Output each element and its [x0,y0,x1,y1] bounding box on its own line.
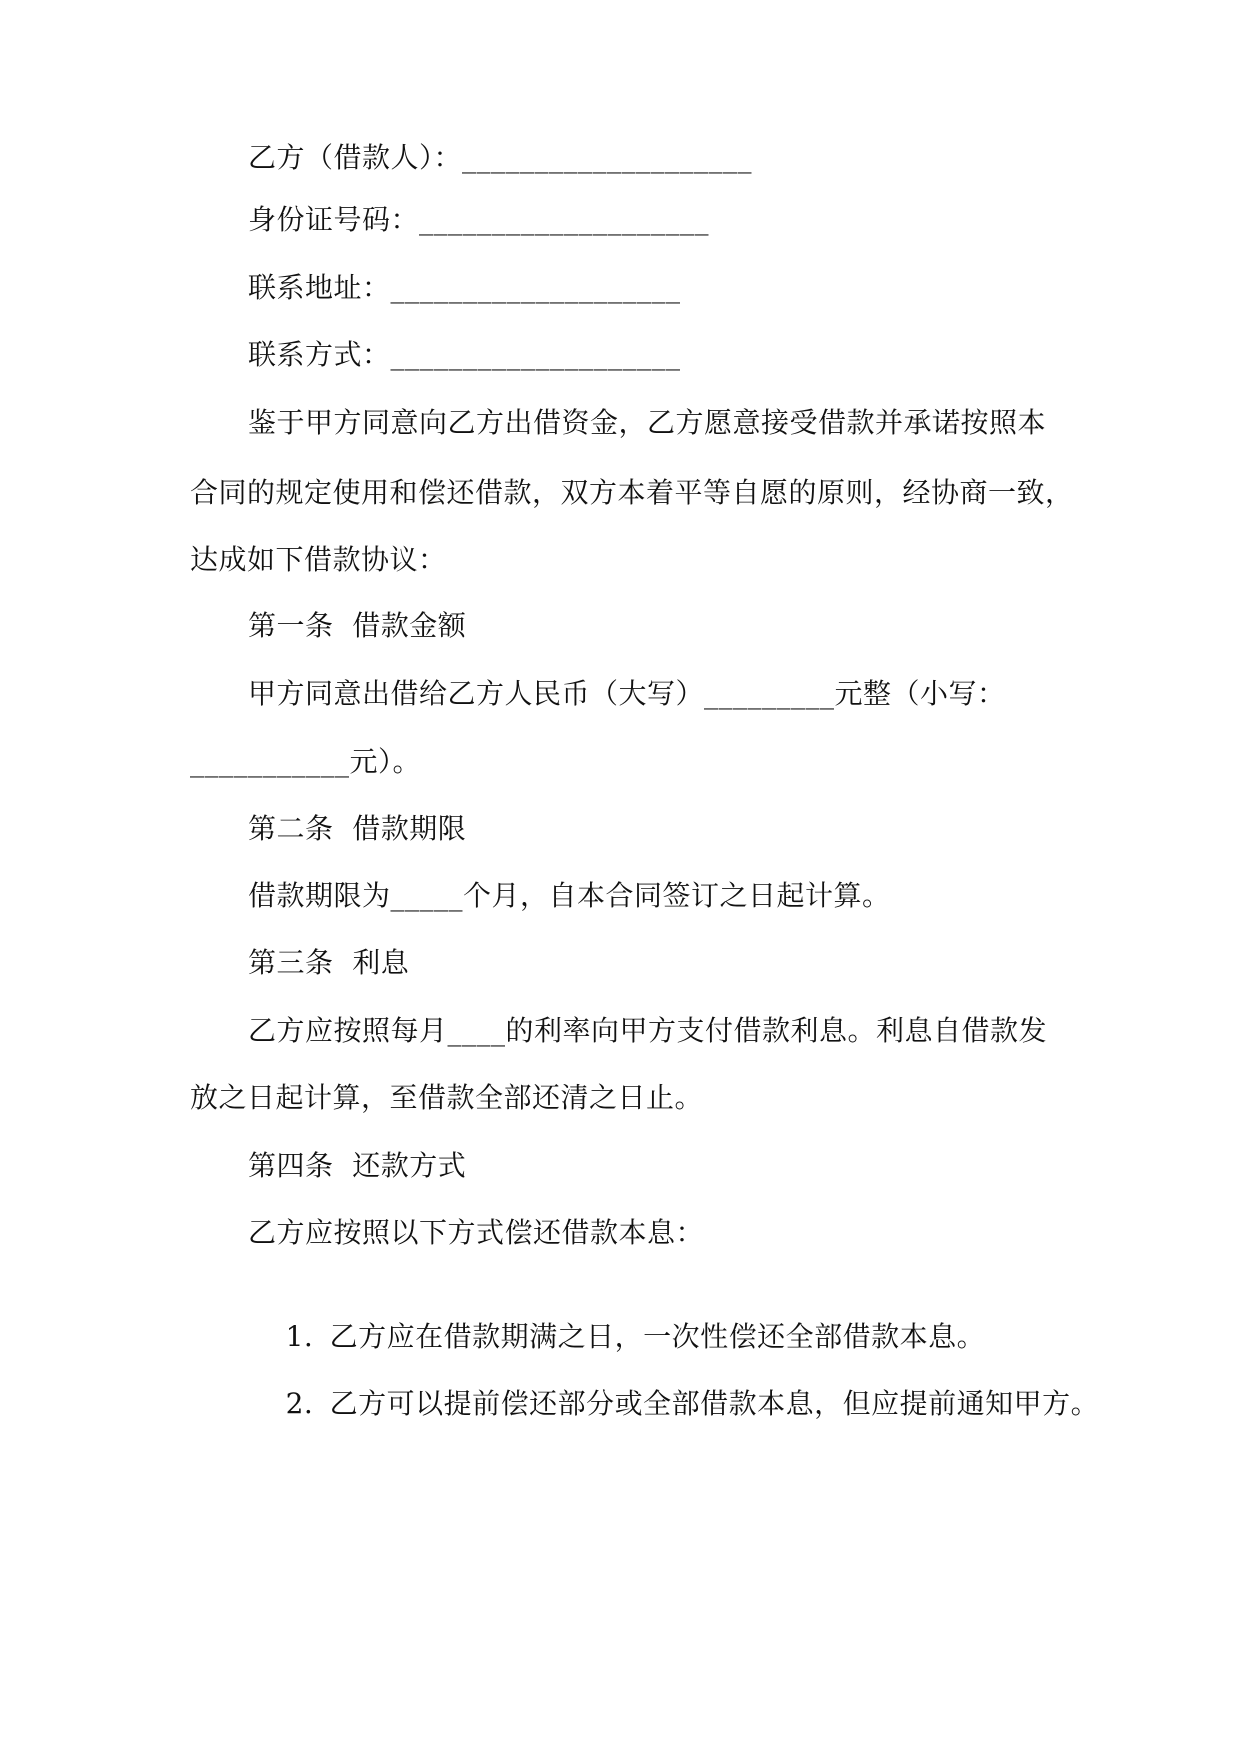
preamble-line-1: 鉴于甲方同意向乙方出借资金，乙方愿意接受借款并承诺按照本 [248,406,1047,439]
contact-field-line: 联系方式：____________________ [248,338,681,371]
article-3-heading: 第三条 利息 [248,946,410,979]
article-2-heading: 第二条 借款期限 [248,812,467,845]
article-4-heading: 第四条 还款方式 [248,1149,467,1182]
article-3-body-line-1: 乙方应按照每月____的利率向甲方支付借款利息。利息自借款发 [248,1014,1048,1047]
list-item-number: 1. [285,1320,314,1353]
list-item [248,1350,1100,1458]
list-item-text: 乙方可以提前偿还部分或全部借款本息，但应提前通知甲方。 [329,1387,1100,1420]
article-1-body-line-1: 甲方同意出借给乙方人民币（大写）_________元整（小写： [248,677,1006,710]
article-1-heading: 第一条 借款金额 [248,609,467,642]
article-4-intro: 乙方应按照以下方式偿还借款本息： [248,1216,705,1249]
list-item-number: 2. [285,1387,314,1420]
id-number-field-line: 身份证号码：____________________ [248,203,710,236]
article-3-body-line-2: 放之日起计算，至借款全部还清之日止。 [190,1081,704,1114]
borrower-field-line: 乙方（借款人）：____________________ [248,141,753,174]
article-1-body-line-2: ___________元）。 [190,745,422,778]
preamble-line-2: 合同的规定使用和偿还借款，双方本着平等自愿的原则，经协商一致， [190,476,1074,509]
address-field-line: 联系地址：____________________ [248,271,681,304]
article-2-body: 借款期限为_____个月，自本合同签订之日起计算。 [248,879,891,912]
preamble-line-3: 达成如下借款协议： [190,543,447,576]
list-item-text: 乙方应在借款期满之日，一次性偿还全部借款本息。 [329,1320,986,1353]
